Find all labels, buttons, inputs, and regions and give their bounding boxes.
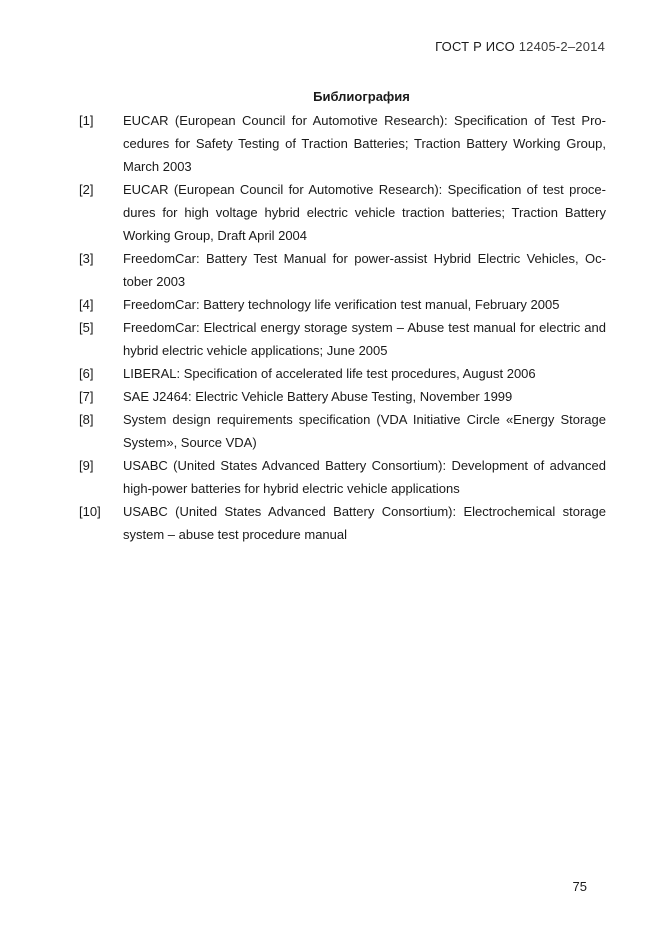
reference-text: USABC (United States Advanced Battery Consortium): Electrochemical storage system – abuse test procedure manual: [123, 504, 606, 542]
reference-item: [79, 385, 606, 408]
reference-number: [2]: [79, 182, 94, 197]
reference-item: [79, 500, 606, 546]
reference-text: FreedomCar: Battery Test Manual for power-assist Hybrid Electric Vehicles, October 2003: [123, 251, 606, 289]
reference-item: [79, 178, 606, 247]
reference-item: [79, 408, 606, 454]
reference-number: [3]: [79, 251, 94, 266]
reference-number: [4]: [79, 297, 94, 312]
reference-text: EUCAR (European Council for Automotive Research): Specification of test procedures for high voltage hybrid electric vehicle traction batteries; Traction Battery Working Group, Draft April 2004: [123, 182, 606, 243]
bibliography-title: Библиография: [313, 89, 410, 104]
reference-number: [5]: [79, 320, 94, 335]
reference-text: EUCAR (European Council for Automotive Research): Specification of Test Procedures for Safety Testing of Traction Batteries; Traction Battery Working Group, March 2003: [123, 113, 606, 174]
reference-item: [79, 109, 606, 178]
reference-item: [79, 316, 606, 362]
reference-item: [79, 362, 606, 385]
reference-item: [79, 293, 606, 316]
standard-prefix: ГОСТ Р ИСО: [435, 39, 515, 54]
page-header: [435, 39, 605, 54]
reference-number: [1]: [79, 113, 94, 128]
reference-number: [9]: [79, 458, 94, 473]
reference-number: [8]: [79, 412, 94, 427]
reference-text: SAE J2464: Electric Vehicle Battery Abuse Testing, November 1999: [123, 389, 513, 404]
reference-text: System design requirements specification (VDA Initiative Circle «Energy Storage System», Source VDA): [123, 412, 606, 450]
reference-text: USABC (United States Advanced Battery Consortium): Development of advanced high-power batteries for hybrid electric vehicle applications: [123, 458, 606, 496]
reference-number: [7]: [79, 389, 94, 404]
reference-text: LIBERAL: Specification of accelerated life test procedures, August 2006: [123, 366, 536, 381]
reference-text: FreedomCar: Electrical energy storage system – Abuse test manual for electric and hybrid electric vehicle applications; June 2005: [123, 320, 606, 358]
reference-list: [79, 109, 606, 546]
standard-number: 12405-2–2014: [518, 39, 605, 54]
reference-item: [79, 247, 606, 293]
reference-item: [79, 454, 606, 500]
reference-text: FreedomCar: Battery technology life verification test manual, February 2005: [123, 297, 560, 312]
reference-number: [6]: [79, 366, 94, 381]
reference-number: [10]: [79, 504, 101, 519]
page-number: 75: [572, 879, 587, 894]
